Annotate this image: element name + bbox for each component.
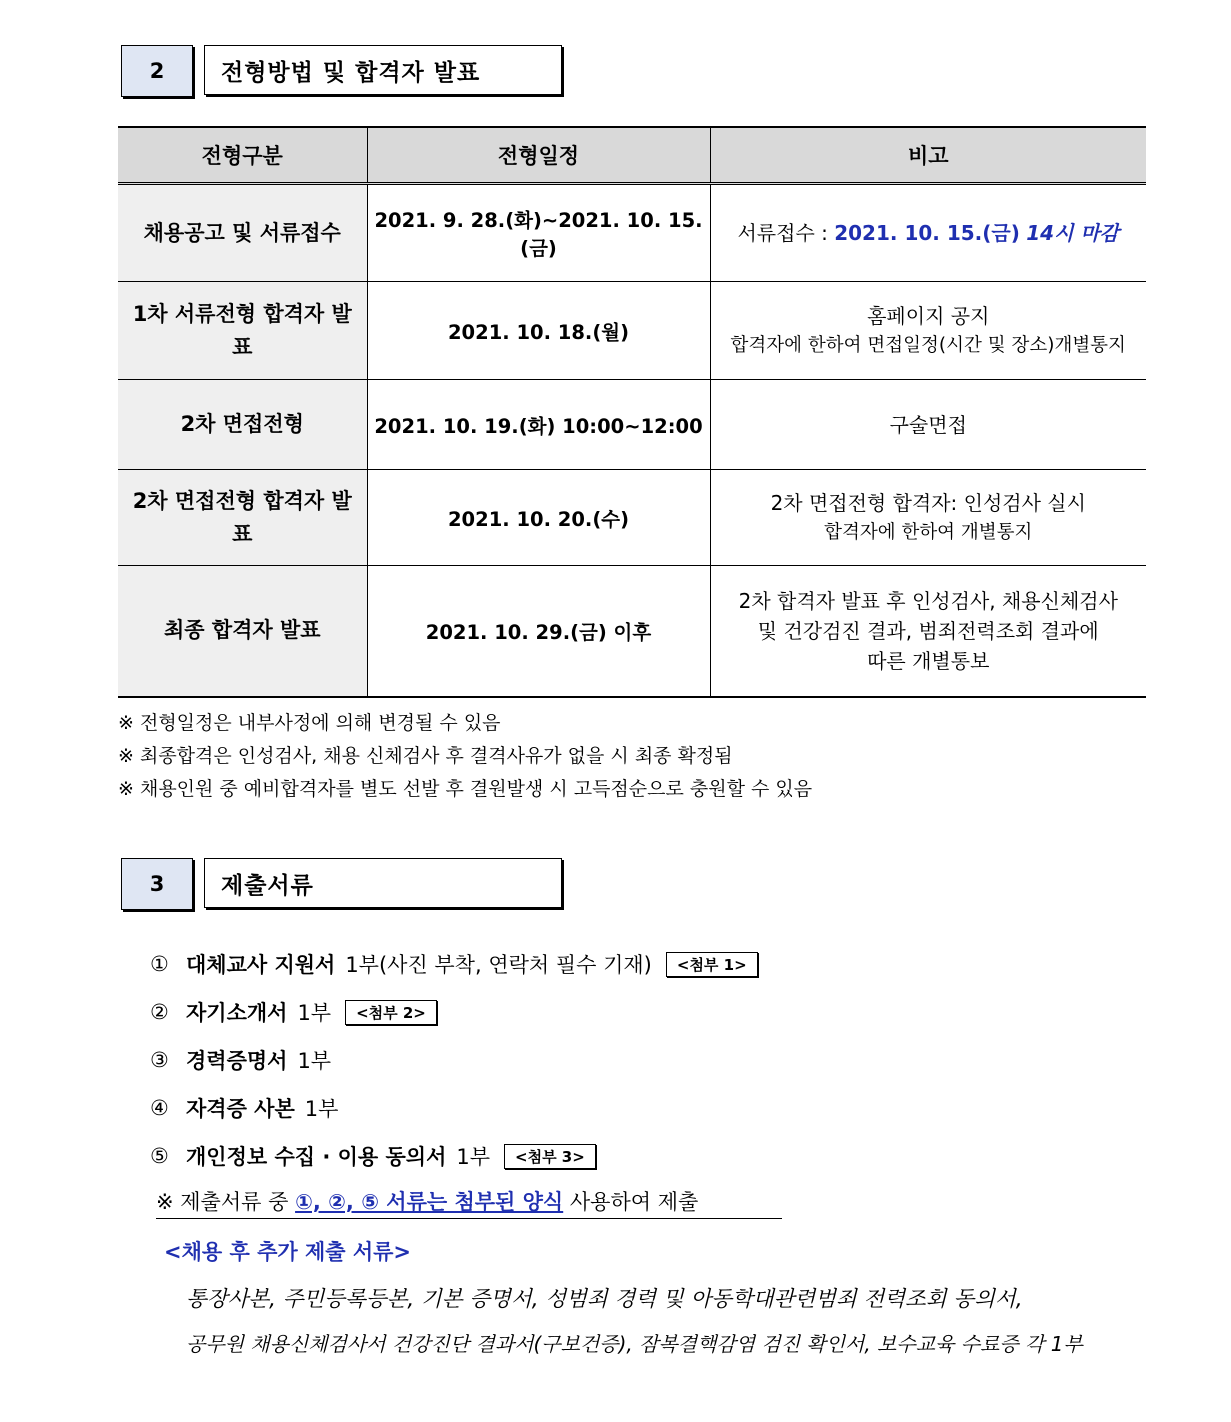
- stage-cell: 최종 합격자 발표: [118, 566, 367, 697]
- note-line: 합격자에 한하여 면접일정(시간 및 장소)개별통지: [730, 334, 1126, 356]
- section-number: 3: [121, 858, 193, 910]
- submit-note: [156, 1186, 782, 1219]
- note-cell: [710, 184, 1146, 282]
- attachment-label: <첨부 1>: [666, 952, 758, 977]
- stage-cell: 2차 면접전형 합격자 발표: [118, 470, 367, 566]
- document-list: [150, 940, 758, 1180]
- attachment-label: <첨부 2>: [345, 1000, 437, 1025]
- note-line: 2차 면접전형 합격자: 인성검사 실시: [770, 490, 1086, 515]
- item-mark: ③: [150, 1048, 169, 1072]
- extra-docs-title: <채용 후 추가 제출 서류>: [164, 1240, 412, 1264]
- note-cell: [710, 470, 1146, 566]
- schedule-table: [118, 126, 1146, 698]
- date-cell: 2021. 10. 19.(화) 10:00~12:00: [367, 380, 710, 470]
- document-detail: 1부: [297, 1001, 332, 1025]
- note-item: ※ 채용인원 중 예비합격자를 별도 선발 후 결원발생 시 고득점순으로 충원할 수 있음: [118, 778, 813, 800]
- date-cell: 2021. 9. 28.(화)~2021. 10. 15.(금): [367, 184, 710, 282]
- extra-docs-line: 공무원 채용신체검사서 건강진단 결과서(구보건증), 잠복결핵감염 검진 확인서, 보수교육 수료증 각 1부: [186, 1332, 1083, 1356]
- note-cell: 구술면접: [710, 380, 1146, 470]
- table-header-row: [118, 127, 1146, 184]
- column-header: 전형일정: [367, 127, 710, 184]
- schedule-notes: [118, 707, 812, 806]
- document-detail: 1부(사진 부착, 연락처 필수 기재): [345, 953, 652, 977]
- table-row: [118, 380, 1146, 470]
- extra-docs-body: [186, 1278, 1083, 1366]
- document-detail: 1부: [304, 1097, 339, 1121]
- section-number: 2: [121, 45, 193, 97]
- list-item: [150, 988, 758, 1036]
- note-item: ※ 전형일정은 내부사정에 의해 변경될 수 있음: [118, 712, 501, 734]
- stage-cell: 1차 서류전형 합격자 발표: [118, 282, 367, 380]
- table-row: [118, 566, 1146, 697]
- document-detail: 1부: [456, 1145, 491, 1169]
- stage-cell: 채용공고 및 서류접수: [118, 184, 367, 282]
- list-item: [150, 940, 758, 988]
- document-detail: 1부: [297, 1049, 332, 1073]
- note-line: 따른 개별통보: [867, 648, 990, 673]
- list-item: [150, 1036, 758, 1084]
- submit-note-suffix: 사용하여 제출: [563, 1190, 699, 1214]
- note-line: 홈페이지 공지: [867, 303, 990, 328]
- extra-docs-line: 통장사본, 주민등록등본, 기본 증명서, 성범죄 경력 및 아동학대관련범죄 전력조회 동의서,: [186, 1287, 1023, 1312]
- document-name: 대체교사 지원서: [186, 953, 336, 977]
- note-text: 서류접수 :: [737, 221, 835, 245]
- submit-note-highlight: ①, ②, ⑤ 서류는 첨부된 양식: [295, 1190, 564, 1214]
- column-header: 전형구분: [118, 127, 367, 184]
- table-row: [118, 184, 1146, 282]
- document-name: 경력증명서: [186, 1049, 288, 1073]
- document-name: 개인정보 수집 · 이용 동의서: [186, 1145, 447, 1169]
- deadline-date: 2021. 10. 15.(금): [834, 221, 1020, 245]
- date-cell: 2021. 10. 20.(수): [367, 470, 710, 566]
- column-header: 비고: [710, 127, 1146, 184]
- item-mark: ⑤: [150, 1144, 169, 1168]
- table-row: [118, 282, 1146, 380]
- date-cell: 2021. 10. 18.(월): [367, 282, 710, 380]
- date-cell: 2021. 10. 29.(금) 이후: [367, 566, 710, 697]
- item-mark: ①: [150, 952, 169, 976]
- note-line: 합격자에 한하여 개별통지: [824, 521, 1033, 543]
- deadline-time: 14시 마감: [1026, 221, 1119, 245]
- note-item: ※ 최종합격은 인성검사, 채용 신체검사 후 결격사유가 없을 시 최종 확정됨: [118, 745, 733, 767]
- note-cell: [710, 566, 1146, 697]
- submit-note-prefix: ※ 제출서류 중: [156, 1190, 296, 1214]
- section-title: 전형방법 및 합격자 발표: [204, 45, 562, 95]
- stage-cell: 2차 면접전형: [118, 380, 367, 470]
- note-line: 및 건강검진 결과, 범죄전력조회 결과에: [757, 618, 1099, 643]
- list-item: [150, 1132, 758, 1180]
- document-name: 자격증 사본: [186, 1097, 295, 1121]
- item-mark: ②: [150, 1000, 169, 1024]
- list-item: [150, 1084, 758, 1132]
- attachment-label: <첨부 3>: [504, 1144, 596, 1169]
- note-line: 2차 합격자 발표 후 인성검사, 채용신체검사: [738, 588, 1118, 613]
- section-title: 제출서류: [204, 858, 562, 908]
- table-row: [118, 470, 1146, 566]
- document-name: 자기소개서: [186, 1001, 288, 1025]
- item-mark: ④: [150, 1096, 169, 1120]
- note-cell: [710, 282, 1146, 380]
